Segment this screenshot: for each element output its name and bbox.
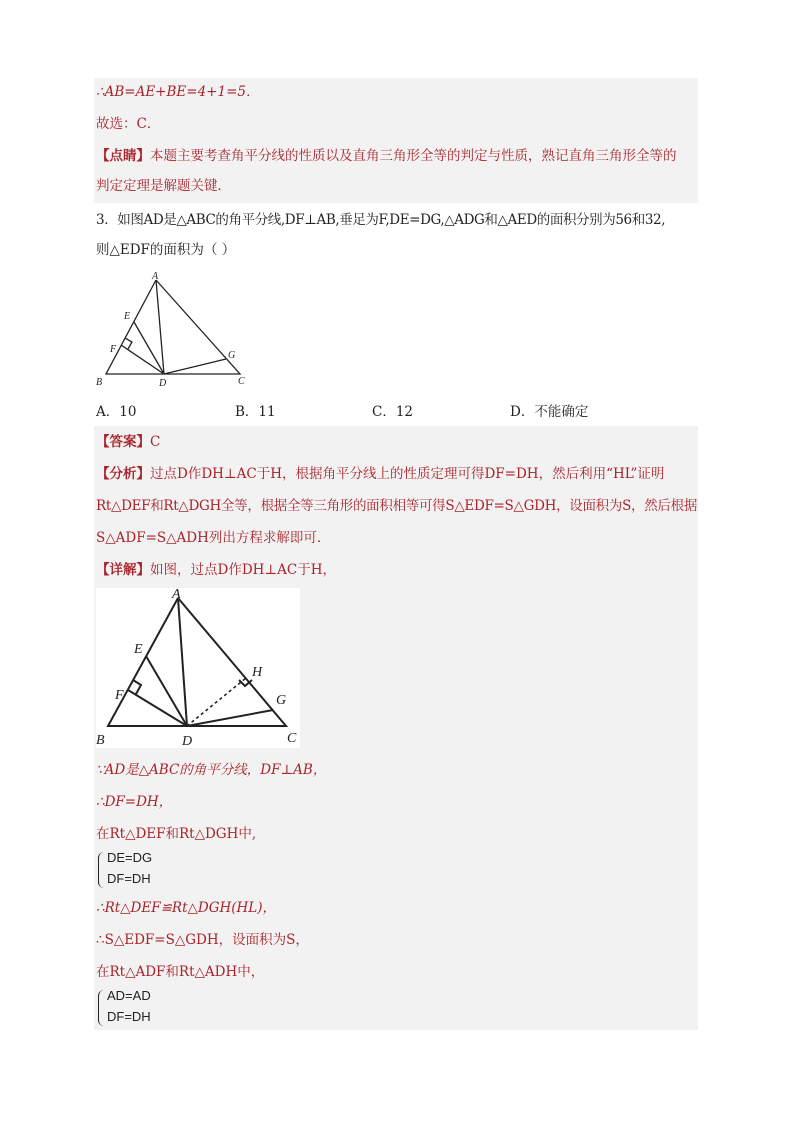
analysis-text-1: 过点D作DH⊥AC于H，根据角平分线上的性质定理可得DF=DH，然后利用“HL”证明	[150, 466, 665, 482]
label-a: A	[152, 271, 159, 282]
answer-choice-line: 故选：C．	[96, 116, 161, 132]
remark-tag: 【点睛】	[96, 148, 150, 164]
option-c[interactable]: C．12	[372, 404, 414, 420]
system1-row-2: DF=DH	[107, 871, 151, 886]
label-c-large: C	[287, 731, 297, 746]
system2-row-1: AD=AD	[107, 988, 151, 1003]
step-2: ∴DF=DH，	[96, 794, 173, 810]
remark-line-2: 判定定理是解题关键．	[96, 178, 231, 194]
label-h-large: H	[252, 665, 263, 680]
label-e-large: E	[134, 642, 143, 657]
answer-tag: 【答案】	[96, 434, 150, 450]
label-b-large: B	[96, 733, 105, 748]
analysis-line-2: Rt△DEF和Rt△DGH全等，根据全等三角形的面积相等可得S△EDF=S△GDH，设面积为S，然后根据	[96, 498, 698, 514]
remark-text: 本题主要考查角平分线的性质以及直角三角形全等的判定与性质，熟记直角三角形全等的	[150, 148, 677, 164]
detail-tag: 【详解】	[96, 562, 150, 578]
brace-1	[98, 852, 105, 888]
label-f-large: F	[115, 688, 124, 703]
system1-row-1: DE=DG	[107, 850, 153, 865]
remark-line	[96, 146, 677, 166]
question-line-2: 则△EDF的面积为（ ）	[96, 242, 236, 258]
equation-line: ∴AB=AE+BE=4+1=5．	[96, 84, 260, 100]
option-a[interactable]: A．10	[96, 404, 137, 420]
step-4: ∴Rt△DEF≌Rt△DGH(HL)，	[96, 900, 277, 916]
option-d[interactable]: D．不能确定	[510, 404, 589, 420]
detail-line	[96, 560, 336, 580]
system2-row-2: DF=DH	[107, 1009, 151, 1024]
label-b: B	[96, 377, 103, 388]
solution-figure	[96, 588, 300, 748]
step-5: ∴S△EDF=S△GDH，设面积为S，	[96, 932, 309, 948]
analysis-line-3: S△ADF=S△ADH列出方程求解即可．	[96, 530, 331, 546]
analysis-tag: 【分析】	[96, 466, 150, 482]
step-3: 在Rt△DEF和Rt△DGH中,	[96, 826, 257, 842]
label-d: D	[159, 378, 167, 389]
step-1: ∵AD是△ABC的角平分线，DF⊥AB，	[96, 762, 327, 778]
answer-line	[96, 432, 160, 452]
label-a-large: A	[172, 588, 181, 602]
question-figure	[96, 268, 256, 390]
label-c: C	[238, 376, 245, 387]
step-6: 在Rt△ADF和Rt△ADH中，	[96, 964, 265, 980]
label-g-large: G	[276, 693, 287, 708]
question-line-1: 3．如图AD是△ABC的角平分线,DF⊥AB,垂足为F,DE=DG,△ADG和△AED的面积分别为56和32,	[96, 212, 666, 228]
analysis-line-1	[96, 464, 664, 484]
answer-value: C	[150, 434, 161, 450]
label-d-large: D	[182, 734, 193, 748]
label-e: E	[124, 311, 131, 322]
option-b[interactable]: B．11	[235, 404, 276, 420]
label-f: F	[110, 344, 117, 355]
brace-2	[98, 990, 105, 1026]
detail-text: 如图，过点D作DH⊥AC于H，	[150, 562, 336, 578]
label-g: G	[228, 350, 236, 361]
